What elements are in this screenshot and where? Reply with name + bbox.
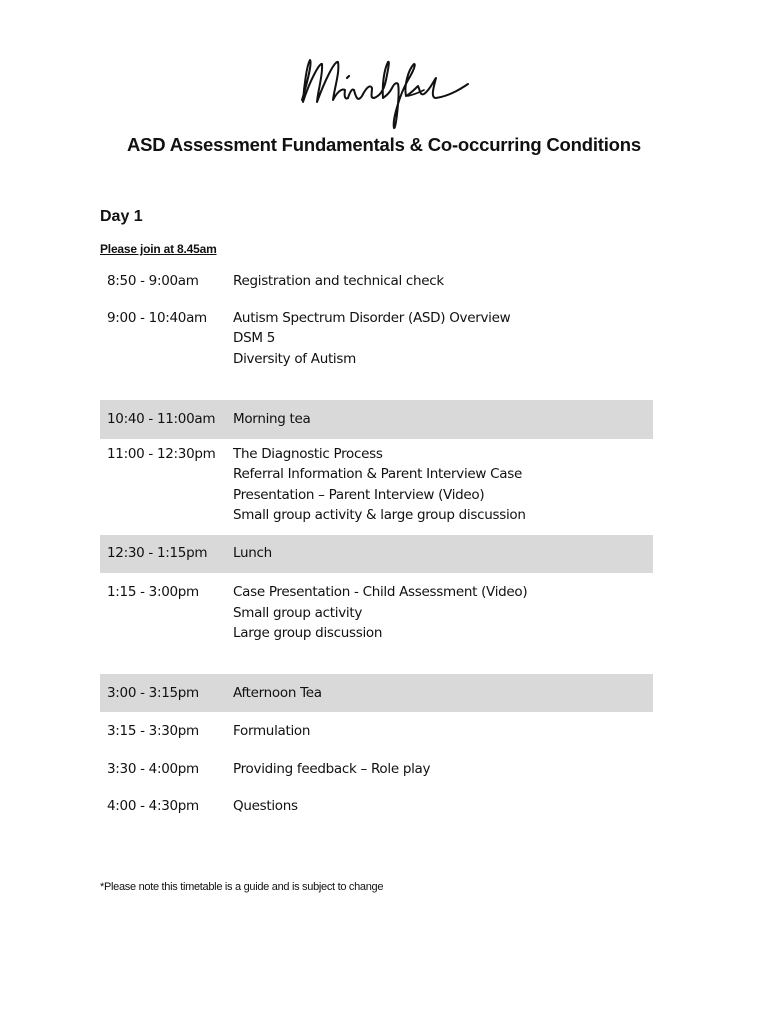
activity-line: Questions xyxy=(233,798,298,814)
activity-line: Providing feedback – Role play xyxy=(233,760,431,777)
schedule-time: 1:15 - 3:00pm xyxy=(107,584,199,600)
activity-line: Formulation xyxy=(233,723,311,739)
schedule-activity xyxy=(233,271,653,292)
schedule-activity xyxy=(233,308,653,370)
activity-line: Afternoon Tea xyxy=(233,684,322,701)
schedule-row xyxy=(100,749,653,787)
schedule-activity xyxy=(233,683,653,704)
schedule-time: 12:30 - 1:15pm xyxy=(107,544,208,561)
activity-line: DSM 5 xyxy=(233,330,275,346)
schedule-row xyxy=(100,573,653,654)
schedule-table xyxy=(100,262,653,824)
schedule-activity xyxy=(233,582,653,644)
schedule-row xyxy=(100,712,653,749)
activity-line: Lunch xyxy=(233,544,272,561)
signature-logo-icon xyxy=(290,40,475,130)
schedule-activity xyxy=(233,759,653,780)
activity-line: Presentation – Parent Interview (Video) xyxy=(233,486,485,503)
schedule-time: 3:00 - 3:15pm xyxy=(107,684,199,701)
schedule-time: 9:00 - 10:40am xyxy=(107,309,207,326)
activity-line: Registration and technical check xyxy=(233,273,444,289)
schedule-activity xyxy=(233,543,653,564)
schedule-time: 8:50 - 9:00am xyxy=(107,273,199,289)
footer-note: *Please note this timetable is a guide and is subject to change xyxy=(100,881,384,893)
activity-line: Small group activity xyxy=(233,604,363,621)
activity-line: Case Presentation - Child Assessment (Video) xyxy=(233,584,528,600)
schedule-time: 4:00 - 4:30pm xyxy=(107,798,199,814)
activity-line: Small group activity & large group discussion xyxy=(233,507,526,523)
schedule-activity xyxy=(233,721,653,742)
schedule-row xyxy=(100,674,653,713)
activity-line: Morning tea xyxy=(233,411,311,427)
schedule-row xyxy=(100,299,653,381)
schedule-row xyxy=(100,786,653,824)
page-title: ASD Assessment Fundamentals & Co-occurring Conditions xyxy=(127,134,641,155)
schedule-time: 11:00 - 12:30pm xyxy=(107,445,216,462)
activity-line: Referral Information & Parent Interview Case xyxy=(233,466,522,482)
mindful-logo xyxy=(290,40,475,130)
schedule-row xyxy=(100,262,653,299)
activity-line: Diversity of Autism xyxy=(233,350,356,367)
schedule-time: 3:30 - 4:00pm xyxy=(107,760,199,777)
schedule-activity xyxy=(233,444,653,526)
schedule-activity xyxy=(233,409,653,430)
schedule-time: 3:15 - 3:30pm xyxy=(107,723,199,739)
schedule-row xyxy=(100,439,653,535)
schedule-time: 10:40 - 11:00am xyxy=(107,411,216,427)
join-time-note: Please join at 8.45am xyxy=(100,242,217,256)
schedule-row xyxy=(100,400,653,439)
activity-line: The Diagnostic Process xyxy=(233,445,383,462)
day-heading: Day 1 xyxy=(100,208,143,225)
activity-line: Autism Spectrum Disorder (ASD) Overview xyxy=(233,309,511,326)
schedule-activity xyxy=(233,796,653,817)
schedule-row xyxy=(100,535,653,574)
activity-line: Large group discussion xyxy=(233,625,383,641)
